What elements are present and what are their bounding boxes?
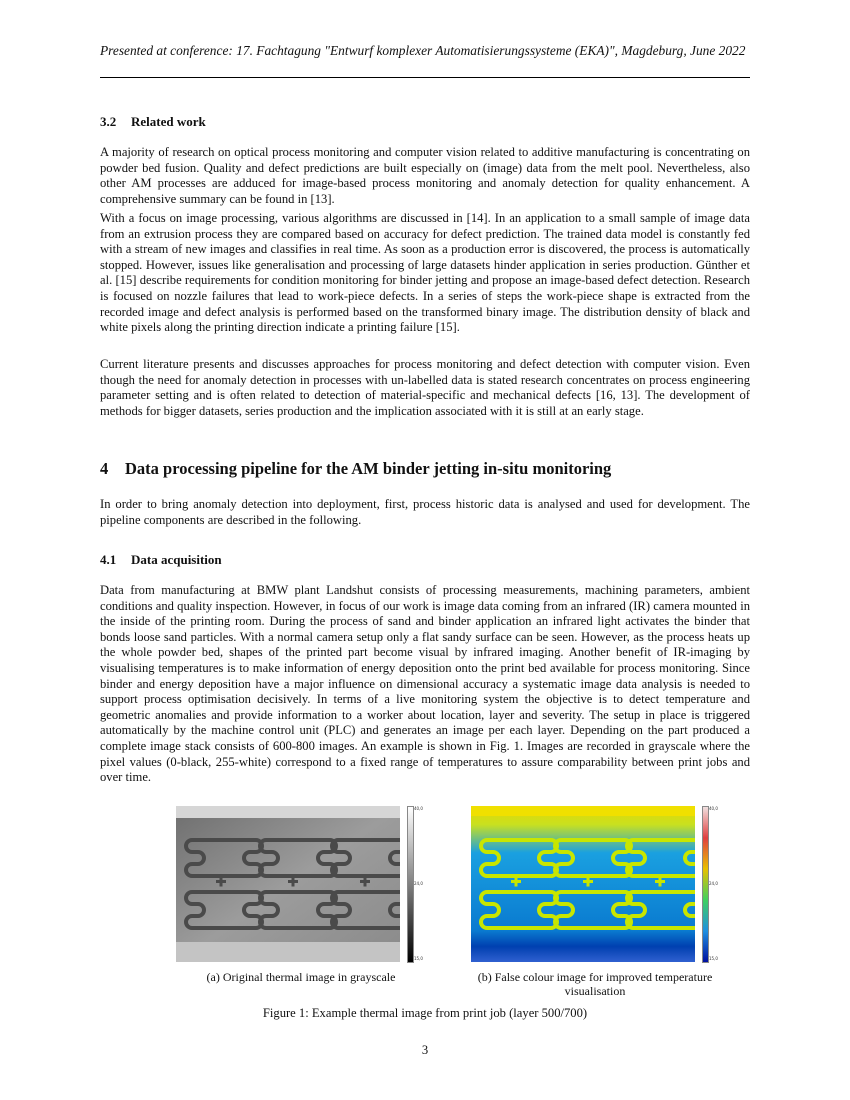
colorbar-mid-label: 24,0 [414, 881, 423, 886]
section-number: 4.1 [100, 552, 117, 567]
section-heading-4 [100, 459, 611, 479]
colorbar-max-label: 40,0 [414, 806, 423, 811]
thermal-image-grayscale [176, 806, 400, 962]
subfigure-caption-b: (b) False colour image for improved temperature visualisation [477, 970, 713, 998]
section-number: 4 [100, 459, 109, 478]
running-header: Presented at conference: 17. Fachtagung "Entwurf komplexer Automatisierungssysteme (EKA)", Magdeburg, June 2022 [100, 43, 746, 58]
section-heading-3-2 [100, 114, 206, 130]
colorbar-min-label: 15,0 [709, 956, 718, 961]
paragraph: Data from manufacturing at BMW plant Landshut consists of processing measurements, machining parameters, ambient conditions and quality inspection. However, in focus of our work is image data coming from an infrared (IR) camera mounted in the inside of the printing room. During the process of sand and binder application an infrared light activates the binder that bonds loose sand particles. With a normal camera setup only a flat sandy surface can be seen. However, as the process heats up the whole powder bed, shapes of the printed part become visual by infrared imaging. Another benefit of IR-imaging by visualising temperatures is to make information of energy deposition onto the print bed available for process monitoring. Since binder and energy deposition have a major influence on dimensional accuracy a systematic image data analysis is needed to support process optimisation decisively. In terms of a live monitoring system the objective is to detect temperature and geometric anomalies and provide information to a worker about location, layer and severity. The setup in place is triggered automatically by the machine control unit (PLC) and generates an image per each layer. Depending on the part produced a complete image stack consists of 600-800 images. An example is shown in Fig. 1. Images are recorded in grayscale where the pixel values (0-black, 255-white) correspond to a fixed range of temperatures to assure comparability between print jobs and over time. [100, 583, 750, 785]
subfigure-caption-a: (a) Original thermal image in grayscale [206, 970, 396, 984]
colorbar-mid-label: 24,0 [709, 881, 718, 886]
section-title: Data processing pipeline for the AM binder jetting in-situ monitoring [125, 459, 612, 478]
section-heading-4-1 [100, 552, 222, 568]
colorbar-max-label: 40,0 [709, 806, 718, 811]
paragraph: Current literature presents and discusses approaches for process monitoring and defect detection with computer vision. Even though the need for anomaly detection in processes with un-labelled data is stated research concentrates on process engineering parameter setting and is often related to detection of material-specific and mechanical defects [16, 13]. The development of methods for bigger datasets, series production and the implication associated with it is still at an early stage. [100, 357, 750, 418]
paragraph: A majority of research on optical process monitoring and computer vision related to additive manufacturing is concentrating on powder bed fusion. Quality and defect predictions are built especially on (image) data from the melt pool. Nevertheless, also other AM processes are adduced for image-based process monitoring and anomaly detection for quality enhancement. A comprehensive summary can be found in [13]. [100, 145, 750, 206]
colorbar-min-label: 15,0 [414, 956, 423, 961]
false-colour-colorbar [702, 806, 709, 963]
header-rule [100, 77, 750, 78]
paragraph: With a focus on image processing, various algorithms are discussed in [14]. In an application to a small sample of image data from an extrusion process they are compared based on accuracy for defect prediction. The trained data model is constantly fed with a stream of new images and classifies in real time. As soon as a production error is discovered, the process is automatically stopped. However, issues like generalisation and processing of large datasets hinder application in series production. Günther et al. [15] describe requirements for condition monitoring for binder jetting and propose an image-based defect detection. Research is focused on nozzle failures that lead to work-piece defects. In a series of steps the work-piece shape is extracted from the recorded image and defect analysis is performed based on the transformed binary image. The distribution density of black and white pixels along the printing direction indicate a printing failure [15]. [100, 211, 750, 335]
section-title: Data acquisition [131, 552, 222, 567]
section-number: 3.2 [100, 114, 117, 129]
thermal-image-false-colour [471, 806, 695, 962]
grayscale-colorbar [407, 806, 414, 963]
page-number: 3 [421, 1043, 429, 1057]
figure-caption: Figure 1: Example thermal image from print job (layer 500/700) [262, 1006, 588, 1020]
section-title: Related work [131, 114, 206, 129]
paragraph: In order to bring anomaly detection into deployment, first, process historic data is analysed and used for development. The pipeline components are described in the following. [100, 497, 750, 527]
